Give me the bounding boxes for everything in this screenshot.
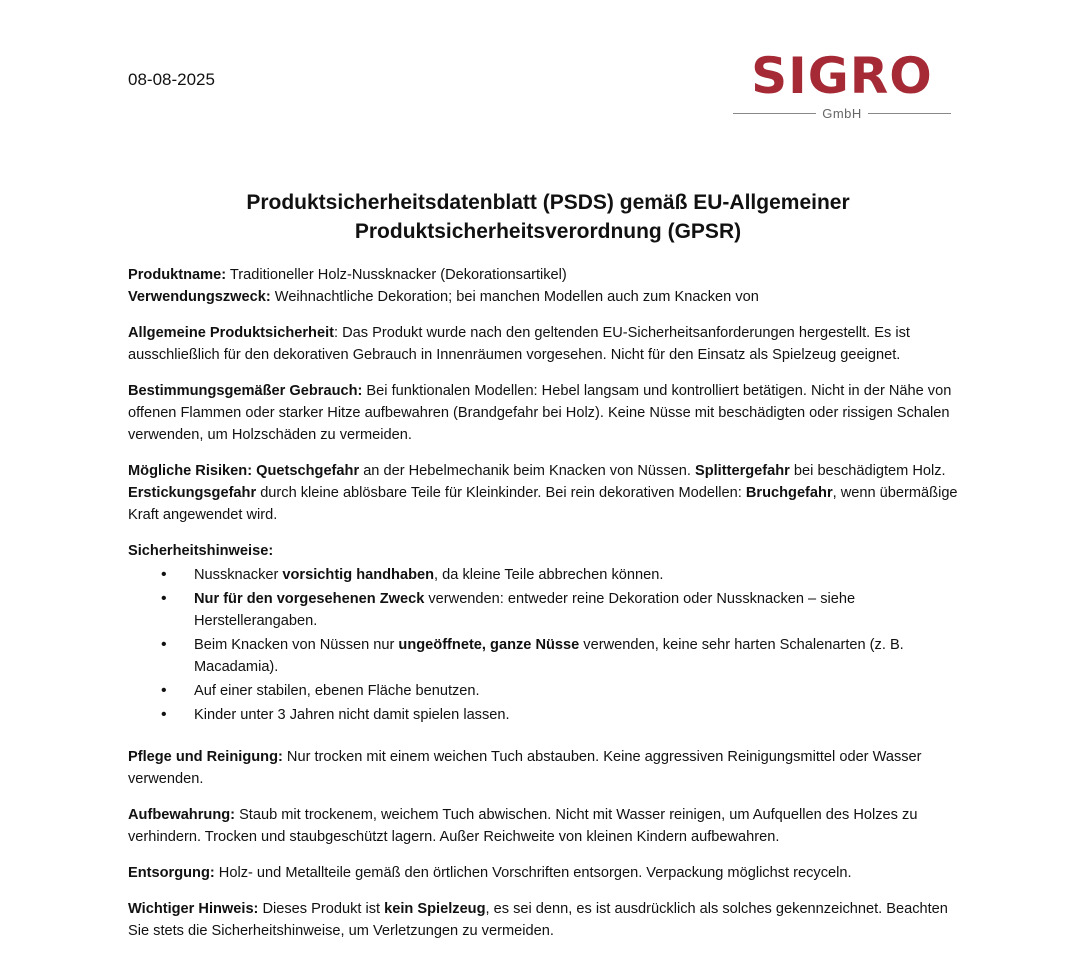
gebrauch-text: Bei funktionalen Modellen: Hebel langsam und kontrolliert betätigen. Nicht in der Nähe von offenen Flammen oder starker Hitze aufbewahren (Brandgefahr bei Holz). Keine Nüsse mit beschädigten oder rissigen Schalen verwenden, um Holzschäden zu vermeiden. [128, 383, 952, 443]
item-text-bold: vorsichtig handhaben [282, 567, 435, 583]
list-item [128, 634, 958, 678]
list-item [128, 564, 958, 586]
entsorgung-text: Holz- und Metallteile gemäß den örtlichen Vorschriften entsorgen. Verpackung möglichst recyceln. [214, 865, 852, 881]
hinweis-kein-spielzeug: kein Spielzeug [384, 901, 486, 917]
document-title [128, 188, 968, 246]
verwendungszweck-label: Verwendungszweck: [128, 289, 271, 305]
gebrauch-label: Bestimmungsgemäßer Gebrauch: [128, 383, 363, 399]
bullet-icon: • [161, 590, 167, 607]
sigro-logo [733, 47, 951, 128]
allgemein-label: Allgemeine Produktsicherheit [128, 325, 334, 341]
bullet-icon: • [161, 706, 167, 723]
hinweis-text-2: , es sei denn, es ist ausdrücklich als solches gekennzeichnet. Beachten Sie stets die Sicherheitshinweise, um Verletzungen zu vermeiden. [128, 901, 948, 939]
allgemein-text: : Das Produkt wurde nach den geltenden EU-Sicherheitsanforderungen hergestellt. Es ist ausschließlich für den dekorativen Gebrauch in Innenräumen vorgesehen. Nicht für den Einsatz als Spielzeug geeignet. [128, 325, 910, 363]
item-text-pre: Auf einer stabilen, ebenen Fläche benutzen. [194, 683, 480, 699]
item-text-post: verwenden, keine sehr harten Schalenarten (z. B. Macadamia). [194, 637, 904, 675]
sicherheitshinweise-heading: Sicherheitshinweise: [128, 543, 274, 559]
logo-rule-right [868, 113, 951, 114]
logo-rule-left [733, 113, 816, 114]
bullet-icon: • [161, 636, 167, 653]
verwendungszweck-line [128, 286, 958, 308]
verwendungszweck-text: Weihnachtliche Dekoration; bei manchen Modellen auch zum Knacken von [270, 289, 759, 305]
title-line-2: Produktsicherheitsverordnung (GPSR) [354, 220, 742, 243]
title-line-1: Produktsicherheitsdatenblatt (PSDS) gemäß EU-Allgemeiner [246, 191, 850, 214]
risiken-quetschgefahr: Quetschgefahr [256, 463, 360, 479]
logo-gmbh: GmbH [822, 106, 862, 121]
wichtiger-hinweis [128, 898, 958, 942]
item-text-pre: Nussknacker [194, 567, 283, 583]
produktname-text: Traditioneller Holz-Nussknacker (Dekorationsartikel) [226, 267, 567, 283]
risiken-text-3: durch kleine ablösbare Teile für Kleinkinder. Bei rein dekorativen Modellen: [256, 485, 746, 501]
entsorgung [128, 862, 958, 884]
logo-subline [733, 106, 951, 121]
risiken-bruchgefahr: Bruchgefahr [745, 485, 833, 501]
pflege-und-reinigung [128, 746, 958, 790]
hinweis-label: Wichtiger Hinweis: [128, 901, 259, 917]
aufbewahrung-text: Staub mit trockenem, weichem Tuch abwischen. Nicht mit Wasser reinigen, um Aufquellen des Holzes zu verhindern. Trocken und staubgeschützt lagern. Außer Reichweite von kleinen Kindern aufbewahren. [128, 807, 918, 845]
item-text-bold: Nur für den vorgesehenen Zweck [194, 591, 425, 607]
risiken-erstickungsgefahr: Erstickungsgefahr [128, 485, 257, 501]
risiken-text-1: an der Hebelmechanik beim Knacken von Nüssen. [359, 463, 695, 479]
moegliche-risiken [128, 460, 958, 526]
risiken-splittergefahr: Splittergefahr [694, 463, 790, 479]
risiken-label: Mögliche Risiken: [128, 463, 253, 479]
item-text-bold: ungeöffnete, ganze Nüsse [398, 637, 580, 653]
bestimmungsgemaesser-gebrauch [128, 380, 958, 446]
produktname-line [128, 264, 958, 286]
document-date: 08-08-2025 [128, 70, 215, 89]
bullet-icon: • [161, 682, 167, 699]
pflege-label: Pflege und Reinigung: [128, 749, 283, 765]
item-text-post: , da kleine Teile abbrechen können. [434, 567, 664, 583]
pflege-text: Nur trocken mit einem weichen Tuch abstauben. Keine aggressiven Reinigungsmittel oder Wasser verwenden. [128, 749, 922, 787]
aufbewahrung [128, 804, 958, 848]
document-body [128, 264, 958, 956]
bullet-icon: • [161, 566, 167, 583]
item-text-pre: Kinder unter 3 Jahren nicht damit spielen lassen. [194, 707, 510, 723]
list-item [128, 588, 958, 632]
hinweis-text-1: Dieses Produkt ist [258, 901, 385, 917]
aufbewahrung-label: Aufbewahrung: [128, 807, 236, 823]
item-text-post: verwenden: entweder reine Dekoration oder Nussknacken – siehe Herstellerangaben. [194, 591, 856, 629]
item-text-pre: Beim Knacken von Nüssen nur [194, 637, 399, 653]
allgemeine-produktsicherheit [128, 322, 958, 366]
entsorgung-label: Entsorgung: [128, 865, 215, 881]
sicherheitshinweise-list [128, 564, 958, 726]
list-item [128, 680, 958, 702]
produktname-label: Produktname: [128, 267, 227, 283]
risiken-text-2: bei beschädigtem Holz. [789, 463, 946, 479]
logo-wordmark: SIGRO [751, 47, 933, 105]
list-item [128, 704, 958, 726]
risiken-text-4: , wenn übermäßige Kraft angewendet wird. [128, 485, 958, 523]
